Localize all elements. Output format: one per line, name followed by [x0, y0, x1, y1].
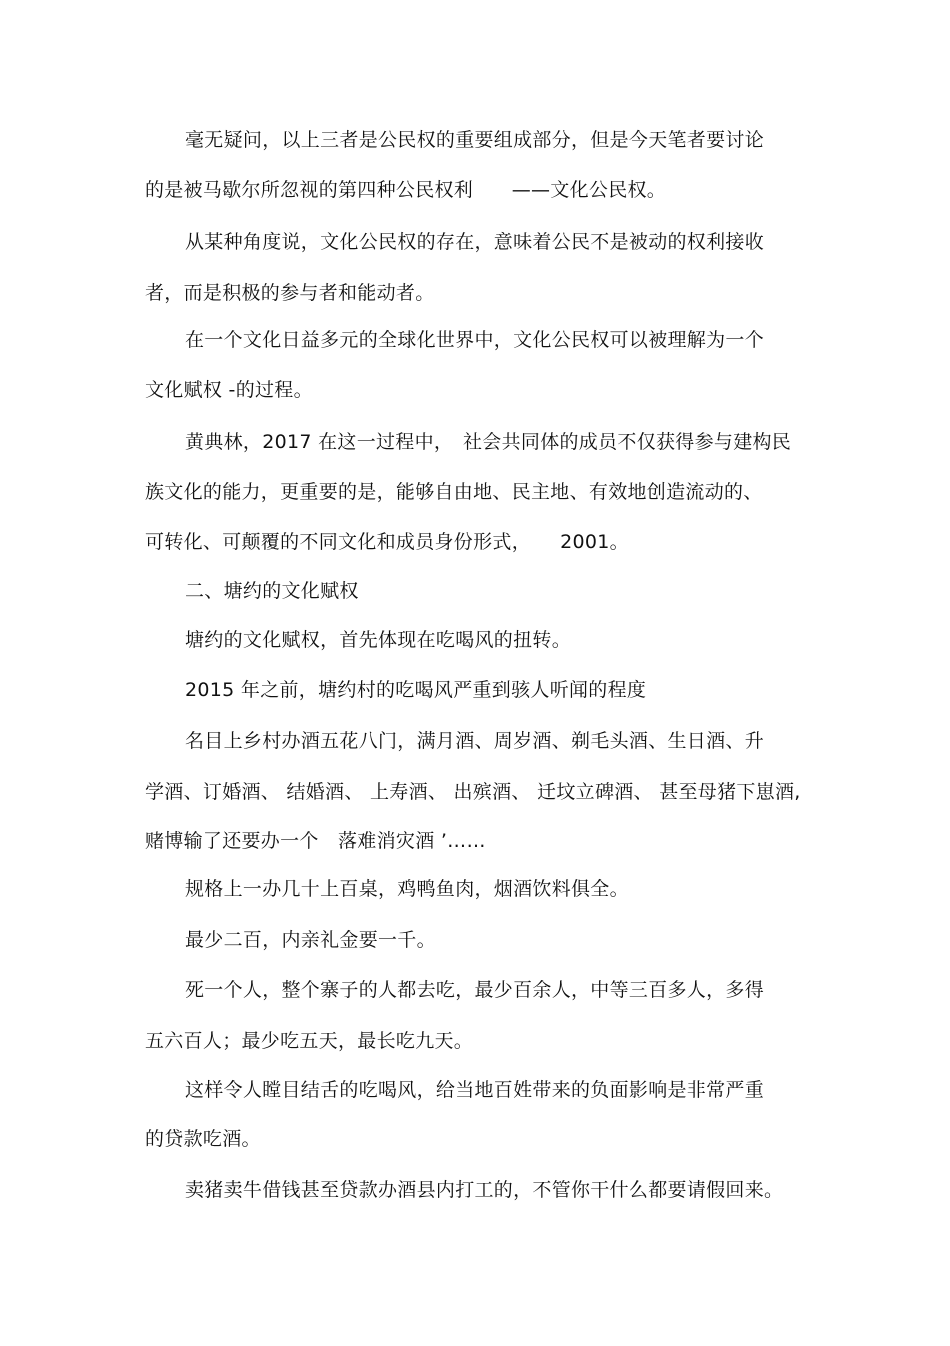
paragraph-3-line-1: 在一个文化日益多元的全球化世界中，文化公民权可以被理解为一个 [185, 329, 765, 351]
paragraph-7-line-1: 名目上乡村办酒五花八门，满月酒、周岁酒、剃毛头酒、生日酒、升 [185, 730, 765, 752]
paragraph-2-line-2: 者，而是积极的参与者和能动者。 [145, 282, 435, 304]
paragraph-4-line-2: 族文化的能力，更重要的是，能够自由地、民主地、有效地创造流动的、 [145, 481, 763, 503]
paragraph-1-line-2: 的是被马歇尔所忽视的第四种公民权利 ——文化公民权。 [145, 179, 667, 201]
paragraph-9-line-1: 最少二百，内亲礼金要一千。 [185, 929, 436, 951]
paragraph-8-line-1: 规格上一办几十上百桌，鸡鸭鱼肉，烟酒饮料俱全。 [185, 878, 629, 900]
paragraph-7-line-3: 赌博输了还要办一个 落难消灾酒 ’…… [145, 830, 486, 852]
paragraph-7-line-2: 学酒、订婚酒、 结婚酒、 上寿酒、 出殡酒、 迁坟立碑酒、 甚至母猪下崽酒, [145, 781, 801, 803]
section-heading: 二、塘约的文化赋权 [185, 580, 359, 602]
paragraph-6-line-1: 2015 年之前，塘约村的吃喝风严重到骇人听闻的程度 [185, 679, 647, 701]
paragraph-10-line-2: 五六百人；最少吃五天，最长吃九天。 [145, 1030, 474, 1052]
paragraph-4-line-1: 黄典林，2017 在这一过程中， 社会共同体的成员不仅获得参与建构民 [185, 431, 792, 453]
paragraph-3-line-2: 文化赋权 -的过程。 [145, 379, 313, 401]
paragraph-11-line-1: 这样令人瞠目结舌的吃喝风，给当地百姓带来的负面影响是非常严重 [185, 1079, 765, 1101]
paragraph-2-line-1: 从某种角度说，文化公民权的存在，意味着公民不是被动的权利接收 [185, 231, 765, 253]
paragraph-4-line-3: 可转化、可颠覆的不同文化和成员身份形式， 2001。 [145, 531, 629, 553]
paragraph-12-line-1: 卖猪卖牛借钱甚至贷款办酒县内打工的，不管你干什么都要请假回来。 [185, 1179, 784, 1201]
paragraph-5-line-1: 塘约的文化赋权，首先体现在吃喝风的扭转。 [185, 629, 572, 651]
paragraph-1-line-1: 毫无疑问，以上三者是公民权的重要组成部分，但是今天笔者要讨论 [185, 129, 765, 151]
paragraph-10-line-1: 死一个人，整个寨子的人都去吃，最少百余人，中等三百多人，多得 [185, 979, 765, 1001]
paragraph-11-line-2: 的贷款吃酒。 [145, 1128, 261, 1150]
